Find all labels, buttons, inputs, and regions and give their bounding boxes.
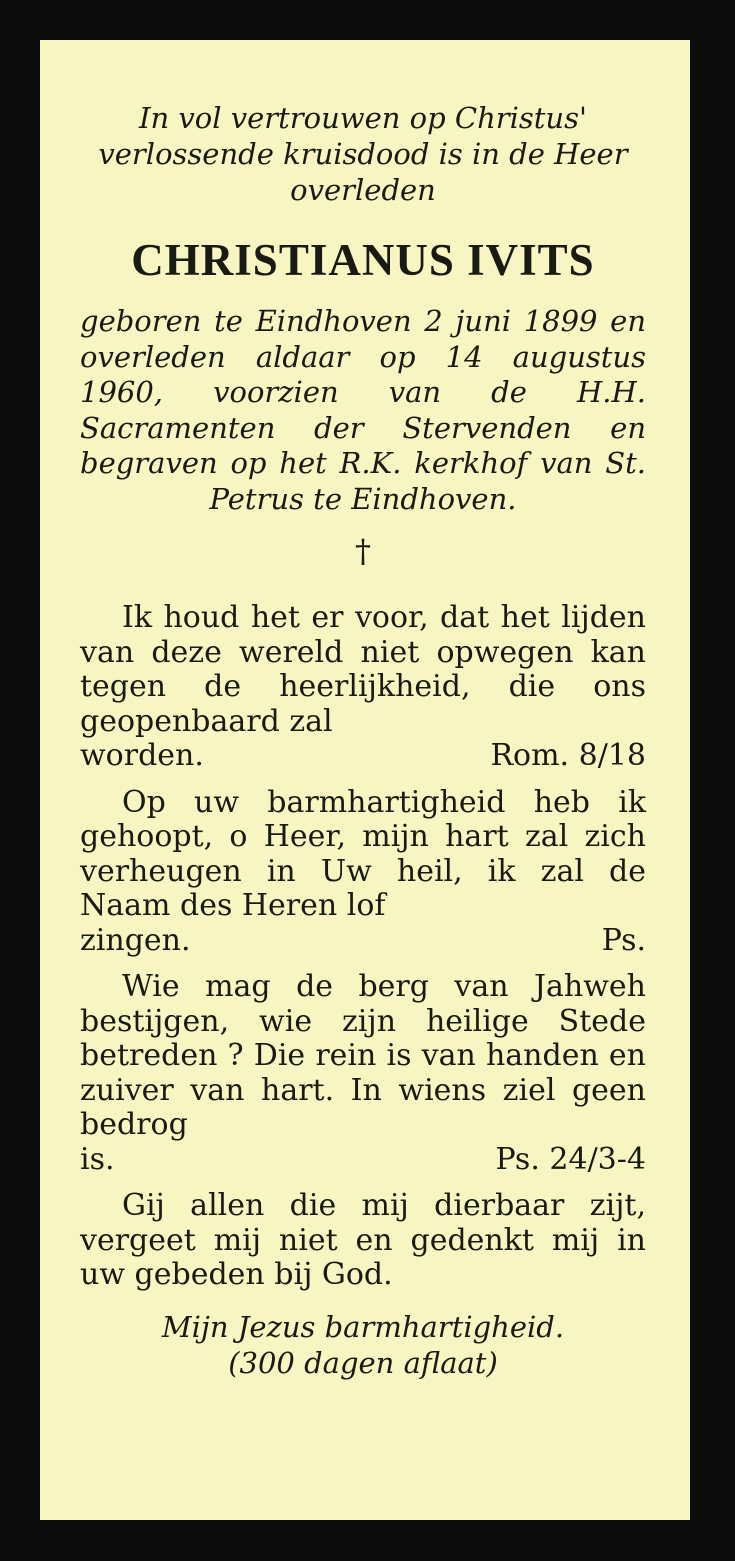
verse-4 (80, 1189, 646, 1293)
verse-1-reference: Rom. 8/18 (490, 738, 646, 773)
verse-3-last-word: is. (80, 1141, 115, 1177)
verse-1-reference-line (80, 739, 646, 774)
deceased-name: CHRISTIANUS IVITS (131, 235, 595, 285)
verse-4-text: Gij allen die mij dierbaar zijt, vergeet mij niet en gedenkt mij in uw gebeden bij God. (80, 1188, 646, 1292)
intro-text: In vol vertrouwen op Christus' verlossende kruisdood is in de Heer overleden (98, 101, 628, 207)
verse-1-last-word: worden. (80, 738, 204, 773)
memorial-card (40, 40, 690, 1520)
verse-3-reference-line (80, 1143, 646, 1178)
indulgence-text: (300 dagen aflaat) (228, 1345, 498, 1380)
verse-3-text: Wie mag de berg van Jahweh bestijgen, wie zijn heilige Stede betreden ? Die rein is van handen en zuiver van hart. In wiens ziel geen bedrog (80, 969, 646, 1142)
closing-prayer-text: Mijn Jezus barmhartigheid. (161, 1309, 565, 1344)
verse-2 (80, 786, 646, 959)
verse-1 (80, 601, 646, 774)
verse-2-text: Op uw barmhartigheid heb ik gehoopt, o Heer, mijn hart zal zich verheugen in Uw heil, ik zal de Naam des Heren lof (80, 784, 646, 923)
verse-3-reference: Ps. 24/3-4 (495, 1141, 646, 1177)
biography-text: geboren te Eindhoven 2 juni 1899 en overleden aldaar op 14 augustus 1960, voorzien van de H.H. Sacramenten der Stervenden en begraven op het R.K. kerkhof van St. Petrus te Eindhoven. (80, 304, 646, 516)
verse-1-text: Ik houd het er voor, dat het lijden van deze wereld niet opwegen kan tegen de heerlijkheid, die ons geopenbaard zal (80, 600, 646, 739)
cross-icon: † (355, 532, 371, 570)
verse-2-reference: Ps. (601, 922, 646, 958)
closing-prayer (80, 1309, 646, 1381)
verse-2-last-word: zingen. (80, 922, 191, 958)
verse-3 (80, 970, 646, 1177)
verse-2-reference-line (80, 924, 646, 959)
